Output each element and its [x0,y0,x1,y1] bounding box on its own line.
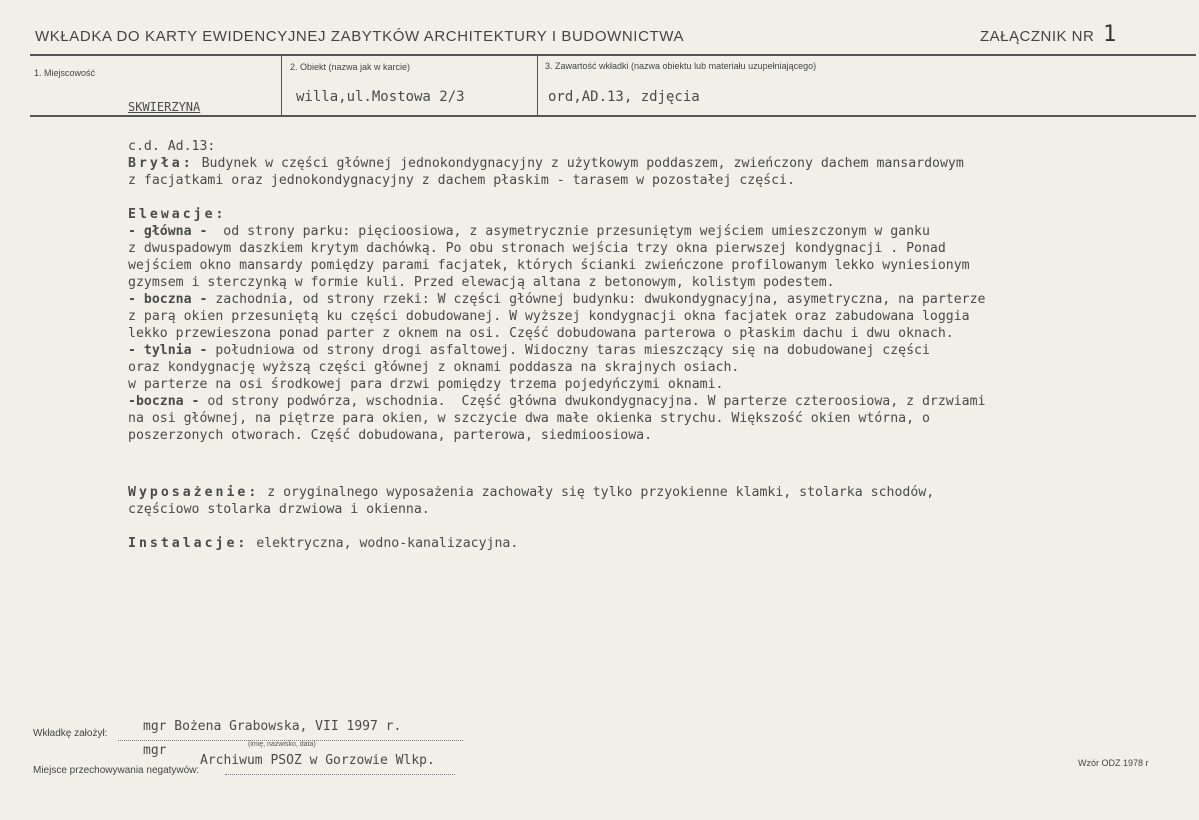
place-value: SKWIERZYNA [128,100,201,114]
field-divider-2 [537,55,538,115]
bryla-line-1 [128,155,1088,172]
form-title: WKŁADKA DO KARTY EWIDENCYJNEJ ZABYTKÓW ARCHITEKTURY I BUDOWNICTWA [35,28,685,45]
tylnia-line-3: w parterze na osi środkowej para drzwi pomiędzy trzema pojedyńczymi oknami. [128,377,724,392]
boczna1-label: - boczna - [128,292,208,307]
glowna-line-2: z dwuspadowym daszkiem krytym dachówką. Po obu stronach wejścia trzy okna pierwszej kondygnacji . Ponad [128,241,946,256]
continuation-line: c.d. Ad.13: [128,139,216,154]
field-divider-1 [281,55,282,115]
boczna1-line-3: lekko przewieszona ponad parter z oknem na osi. Część dobudowana parterowa o płaskim dachu i dwu oknach. [128,326,954,341]
header-rule-top [30,54,1196,56]
made-by-hint: (imię, nazwisko, data) [248,741,316,748]
bryla-heading: Bryła: [128,156,194,171]
tylnia-text-1: południowa od strony drogi asfaltowej. Widoczny taras mieszczący się na dobudowanej części [207,343,930,358]
content-label: 3. Zawartość wkładki (nazwa obiektu lub materiału uzupełniającego) [545,61,817,71]
location-value: Archiwum PSOZ w Gorzowie Wlkp. [200,753,435,768]
boczna2-line-2: na osi głównej, na piętrze para okien, w szczycie dwa małe okienka strychu. Większość okien wtórna, o [128,411,930,426]
boczna2-line-3: poszerzonych otworach. Część dobudowana, parterowa, siedmioosiowa. [128,428,653,443]
elewacje-heading-text: Elewacje: [128,207,227,222]
attachment-label-text: ZAŁĄCZNIK NR [980,28,1095,45]
form-template-id: Wzór ODZ 1978 r [1078,758,1149,768]
boczna1-line-1 [128,291,1088,308]
object-value: willa,ul.Mostowa 2/3 [296,89,465,105]
location-prefix: mgr [143,743,167,758]
glowna-line-1 [128,223,1088,240]
boczna2-line-1 [128,393,1088,410]
instalacje-line [128,535,1088,552]
boczna1-text-1: zachodnia, od strony rzeki: W części głównej budynku: dwukondygnacyjna, asymetryczna, na parterze [207,292,986,307]
boczna1-line-2: z parą okien przesuniętą ku części dobudowanej. W wyższej kondygnacji okna facjatek oraz zabudowana loggia [128,309,970,324]
content-value: ord,AD.13, zdjęcia [548,89,700,105]
bryla-line-2: z facjatkami oraz jednokondygnacyjny z dachem płaskim - tarasem w pozostałej części. [128,173,795,188]
made-by-label: Wkładkę założył: [33,728,108,739]
wyposazenie-line-1 [128,484,1088,501]
bryla-text-1: Budynek w części głównej jednokondygnacyjny z użytkowym poddaszem, zwieńczony dachem mansardowym [193,156,964,171]
tylnia-label: - tylnia - [128,343,208,358]
location-line [225,774,455,775]
glowna-line-3: wejściem okno mansardy pomiędzy parami facjatek, których ścianki zwieńczone profilowanym lekko wyniesionym [128,258,970,273]
wyposazenie-heading: Wyposażenie: [128,485,260,500]
wyposazenie-text-1: z oryginalnego wyposażenia zachowały się tylko przyokienne klamki, stolarka schodów, [259,485,935,500]
location-label: Miejsce przechowywania negatywów: [33,765,200,776]
instalacje-text: elektryczna, wodno-kanalizacyjna. [248,536,519,551]
instalacje-heading: Instalacje: [128,536,249,551]
glowna-text-1: od strony parku: pięcioosiowa, z asymetrycznie przesuniętym wejściem umieszczonym w ganku [207,224,930,239]
attachment-label [980,22,1117,47]
tylnia-line-2: oraz kondygnację wyższą części głównej z oknami poddasza na skrajnych osiach. [128,360,740,375]
place-label: 1. Miejscowość [34,68,96,78]
attachment-number: 1 [1103,22,1117,47]
document-body [128,138,1088,552]
glowna-line-4: gzymsem i sterczynką w formie kuli. Przed elewacją altana z betonowym, kolistym podestem. [128,275,835,290]
object-label: 2. Obiekt (nazwa jak w karcie) [290,62,411,72]
made-by-value: mgr Bożena Grabowska, VII 1997 r. [143,719,402,734]
boczna2-label: -boczna - [128,394,200,409]
wyposazenie-line-2: częściowo stolarka drzwiowa i okienna. [128,502,430,517]
boczna2-text-1: od strony podwórza, wschodnia. Część główna dwukondygnacyjna. W parterze czteroosiowa, z drzwiami [199,394,986,409]
header-rule-bottom [30,115,1196,117]
glowna-label: - główna - [128,224,208,239]
tylnia-line-1 [128,342,1088,359]
elewacje-heading [128,206,1088,223]
